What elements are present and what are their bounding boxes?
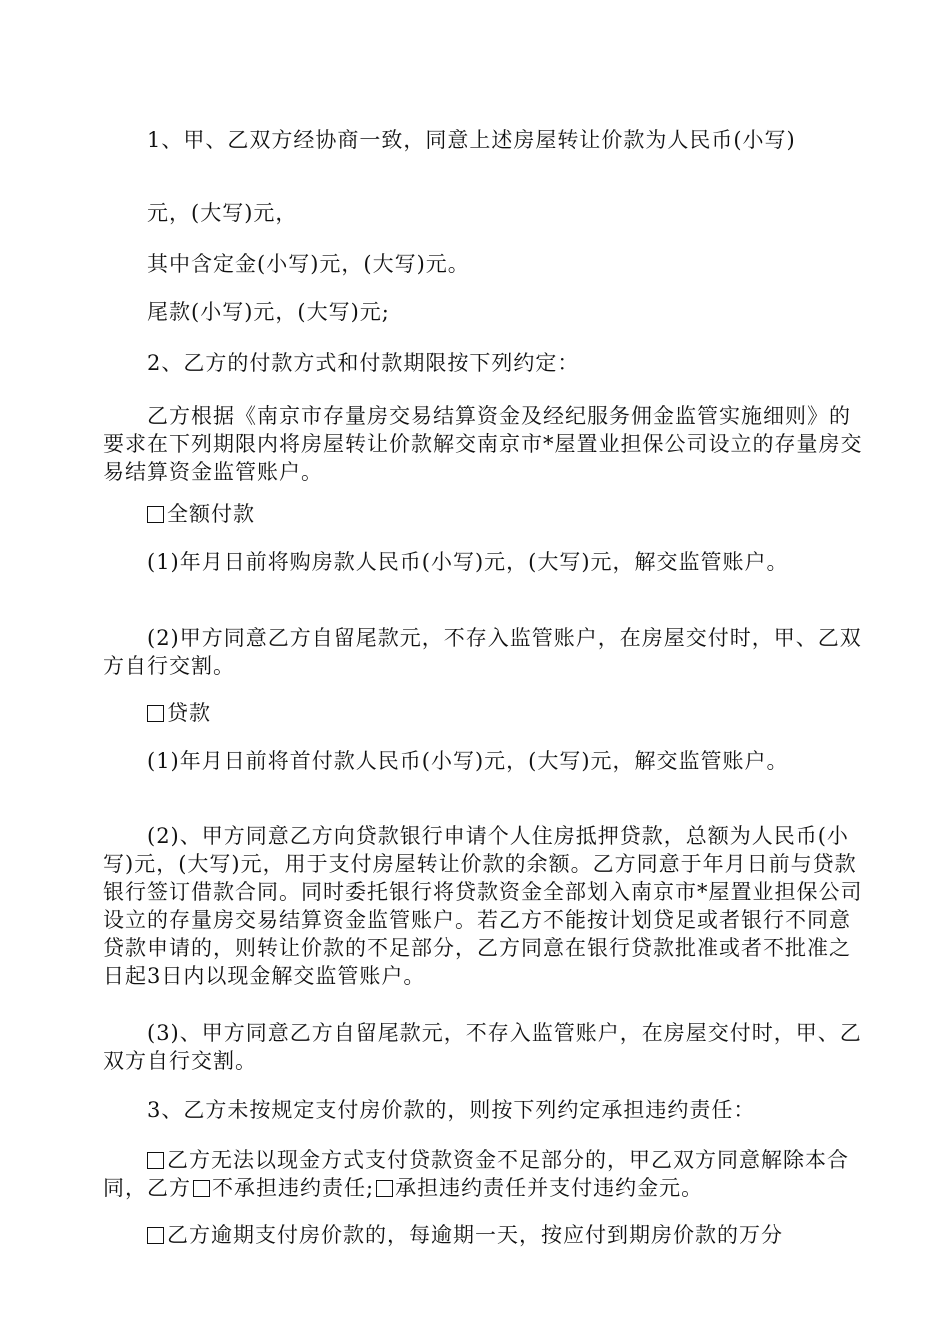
breach-option-2-text: 乙方逾期支付房价款的，每逾期一天，按应付到期房价款的万分 [167,1223,783,1247]
option-loan [103,699,863,727]
checkbox-icon [147,506,164,523]
breach-option-2 [103,1221,863,1249]
checkbox-icon [376,1180,393,1197]
supervision-account-paragraph: 乙方根据《南京市存量房交易结算资金及经纪服务佣金监管实施细则》的要求在下列期限内将房屋转让价款解交南京市*屋置业担保公司设立的存量房交易结算资金监管账户。 [103,404,863,484]
loan-item-3: (3)、甲方同意乙方自留尾款元，不存入监管账户，在房屋交付时，甲、乙双方自行交割。 [103,1021,862,1073]
full-payment-item-2: (2)甲方同意乙方自留尾款元，不存入监管账户，在房屋交付时，甲、乙双方自行交割。 [103,626,862,678]
breach-option-1-text: 乙方无法以现金方式支付贷款资金不足部分的，甲乙双方同意解除本合同，乙方 [103,1148,849,1200]
option-full-payment-label: 全额付款 [167,502,255,526]
checkbox-icon [147,705,164,722]
balance-line: 尾款(小写)元，(大写)元; [147,300,390,324]
option-full-payment [103,500,863,528]
loan-item-2: (2)、甲方同意乙方向贷款银行申请个人住房抵押贷款，总额为人民币(小写)元，(大写)元，用于支付房屋转让价款的余额。乙方同意于年月日前与贷款银行签订借款合同。同时委托银行将贷款资金全部划入南京市*屋置业担保公司设立的存量房交易结算资金监管账户。若乙方不能按计划贷足或者银行不同意贷款申请的，则转让价款的不足部分，乙方同意在银行贷款批准或者不批准之日起3日内以现金解交监管账户。 [103,824,863,988]
clause-3-breach: 3、乙方未按规定支付房价款的，则按下列约定承担违约责任： [147,1098,756,1122]
checkbox-icon [147,1227,164,1244]
loan-item-1: (1)年月日前将首付款人民币(小写)元，(大写)元，解交监管账户。 [147,749,789,773]
breach-option-1-choice-b: 承担违约责任并支付违约金元。 [395,1176,704,1200]
full-payment-item-1: (1)年月日前将购房款人民币(小写)元，(大写)元，解交监管账户。 [147,550,789,574]
checkbox-icon [193,1180,210,1197]
price-amount-line: 元，(大写)元， [147,201,298,225]
checkbox-icon [147,1152,164,1169]
breach-option-1 [103,1146,863,1202]
option-loan-label: 贷款 [167,701,211,725]
clause-1-total-price: 1、甲、乙双方经协商一致，同意上述房屋转让价款为人民币(小写) [147,128,796,152]
deposit-line: 其中含定金(小写)元，(大写)元。 [147,252,470,276]
breach-option-1-choice-a: 不承担违约责任; [212,1176,375,1200]
clause-2-payment-terms: 2、乙方的付款方式和付款期限按下列约定： [147,351,580,375]
